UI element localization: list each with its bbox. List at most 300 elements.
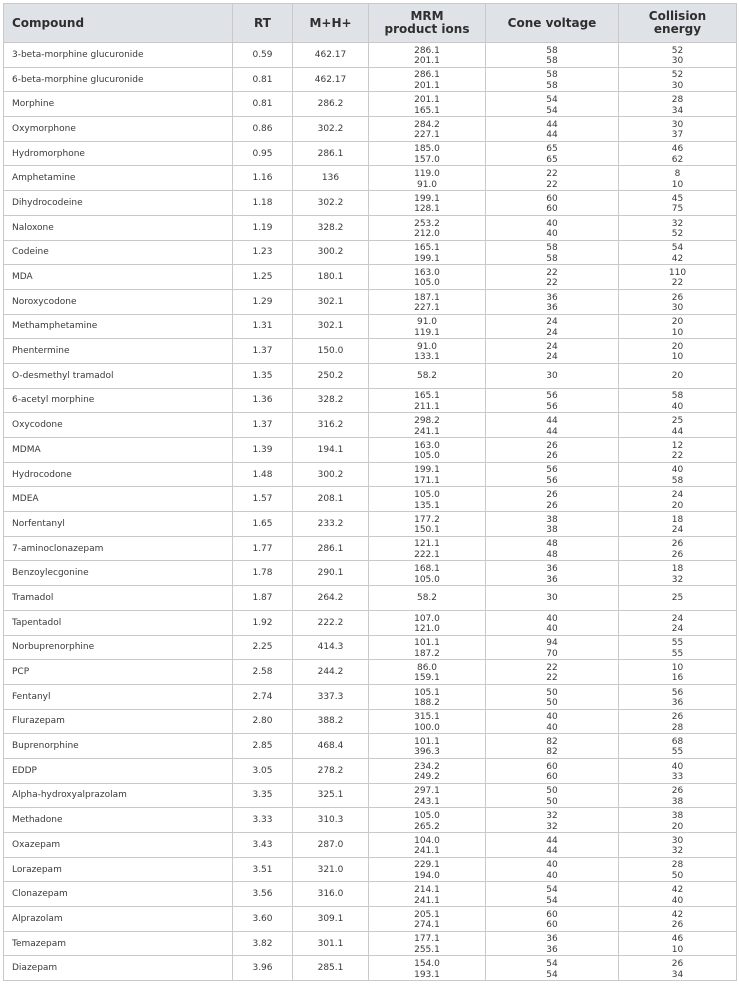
collision-energy-cell-value: 46 xyxy=(671,934,684,945)
mrm-ions-cell xyxy=(369,635,486,660)
header-collision-energy xyxy=(619,4,737,43)
collision-energy-cell xyxy=(619,808,737,833)
mrm-ions-cell-value: 91.0 xyxy=(416,341,438,352)
collision-energy-cell-value: 10 xyxy=(671,179,684,190)
mrm-ions-cell-value: 396.3 xyxy=(414,747,440,758)
mrm-ions-cell xyxy=(369,166,486,191)
compound-cell: Oxymorphone xyxy=(4,117,233,142)
cone-voltage-cell-value: 40 xyxy=(546,712,558,723)
cone-voltage-cell xyxy=(486,512,619,537)
collision-energy-cell-value: 30 xyxy=(671,80,684,91)
mh-cell: 180.1 xyxy=(293,265,369,290)
mrm-ions-cell xyxy=(369,833,486,858)
cone-voltage-cell-value: 58 xyxy=(546,45,558,56)
collision-energy-cell-value: 26 xyxy=(671,292,684,303)
cone-voltage-cell-value: 60 xyxy=(546,909,558,920)
compound-cell: Oxycodone xyxy=(4,413,233,438)
mh-cell: 286.1 xyxy=(293,141,369,166)
collision-energy-cell-value: 68 xyxy=(671,736,684,747)
collision-energy-cell xyxy=(619,536,737,561)
mrm-ions-cell xyxy=(369,709,486,734)
mrm-ions-cell-value: 168.1 xyxy=(414,564,440,575)
compound-cell: Noroxycodone xyxy=(4,289,233,314)
cone-voltage-cell xyxy=(486,783,619,808)
collision-energy-cell xyxy=(619,117,737,142)
mrm-ions-cell xyxy=(369,215,486,240)
mrm-ions-cell-value: 119.1 xyxy=(414,327,440,338)
compound-cell: Norfentanyl xyxy=(4,512,233,537)
mh-cell: 250.2 xyxy=(293,363,369,388)
mrm-ions-cell-value: 265.2 xyxy=(414,821,440,832)
collision-energy-cell-value: 46 xyxy=(671,144,684,155)
cone-voltage-cell xyxy=(486,758,619,783)
mrm-ions-cell-value: 274.1 xyxy=(414,920,440,931)
cone-voltage-cell xyxy=(486,240,619,265)
collision-energy-cell-value: 28 xyxy=(671,95,684,106)
collision-energy-cell-value: 42 xyxy=(671,885,684,896)
compound-cell: Fentanyl xyxy=(4,684,233,709)
rt-cell: 1.29 xyxy=(233,289,293,314)
mrm-ions-cell xyxy=(369,512,486,537)
mrm-ions-cell-value: 253.2 xyxy=(414,218,440,229)
compound-cell: MDMA xyxy=(4,438,233,463)
cone-voltage-cell-value: 32 xyxy=(546,821,558,832)
collision-energy-cell-value: 10 xyxy=(671,662,684,673)
header-rt: RT xyxy=(233,4,293,43)
mrm-ions-cell xyxy=(369,438,486,463)
collision-energy-cell-value: 28 xyxy=(671,860,684,871)
cone-voltage-cell-value: 44 xyxy=(546,416,558,426)
mrm-ions-cell-value: 286.1 xyxy=(414,45,440,56)
rt-cell: 1.87 xyxy=(233,586,293,611)
mrm-ions-cell-value: 177.2 xyxy=(414,514,440,525)
collision-energy-cell-value: 40 xyxy=(671,895,684,906)
collision-energy-cell-value: 20 xyxy=(671,317,684,328)
cone-voltage-cell-value: 38 xyxy=(546,525,558,536)
mrm-ions-cell-value: 193.1 xyxy=(414,969,440,980)
collision-energy-cell xyxy=(619,67,737,92)
cone-voltage-cell-value: 58 xyxy=(546,56,558,67)
header-mh: M+H+ xyxy=(293,4,369,43)
mh-cell: 468.4 xyxy=(293,734,369,759)
collision-energy-cell xyxy=(619,635,737,660)
collision-energy-cell-value: 30 xyxy=(671,119,684,130)
collision-energy-cell xyxy=(619,487,737,512)
compound-cell: Alprazolam xyxy=(4,907,233,932)
cone-voltage-cell xyxy=(486,956,619,981)
mrm-ions-cell-value: 177.1 xyxy=(414,934,440,945)
mrm-ions-cell-value: 229.1 xyxy=(414,860,440,871)
collision-energy-cell-value: 30 xyxy=(671,835,684,846)
cone-voltage-cell xyxy=(486,684,619,709)
collision-energy-cell xyxy=(619,758,737,783)
compound-cell: Norbuprenorphine xyxy=(4,635,233,660)
collision-energy-cell-value: 26 xyxy=(671,920,684,931)
collision-energy-cell-value: 75 xyxy=(671,204,684,215)
collision-energy-cell xyxy=(619,833,737,858)
compound-cell: Naloxone xyxy=(4,215,233,240)
compound-cell: Tapentadol xyxy=(4,610,233,635)
mrm-ions-cell-value: 105.0 xyxy=(414,811,440,821)
collision-energy-cell-value: 26 xyxy=(671,786,684,797)
cone-voltage-cell-value: 26 xyxy=(546,490,558,501)
mh-cell: 285.1 xyxy=(293,956,369,981)
cone-voltage-cell-value: 56 xyxy=(546,391,558,402)
rt-cell: 3.35 xyxy=(233,783,293,808)
mrm-ions-cell-value: 159.1 xyxy=(414,673,440,684)
table-row xyxy=(4,610,737,635)
collision-energy-cell-value: 45 xyxy=(671,193,684,204)
collision-energy-cell-value: 52 xyxy=(671,70,684,81)
table-row xyxy=(4,635,737,660)
table-row xyxy=(4,512,737,537)
mrm-ions-cell xyxy=(369,956,486,981)
cone-voltage-cell-value: 24 xyxy=(546,341,558,352)
collision-energy-cell-value: 32 xyxy=(671,846,684,857)
compound-cell: Methadone xyxy=(4,808,233,833)
collision-energy-cell-value: 36 xyxy=(671,698,684,709)
cone-voltage-cell xyxy=(486,610,619,635)
mrm-ions-cell-value: 165.1 xyxy=(414,105,440,116)
mh-cell: 462.17 xyxy=(293,43,369,68)
table-row xyxy=(4,43,737,68)
rt-cell: 2.74 xyxy=(233,684,293,709)
header-mrm xyxy=(369,4,486,43)
rt-cell: 1.25 xyxy=(233,265,293,290)
cone-voltage-cell-value: 60 xyxy=(546,920,558,931)
cone-voltage-cell xyxy=(486,413,619,438)
cone-voltage-cell-value: 56 xyxy=(546,465,558,476)
mrm-ions-cell-value: 135.1 xyxy=(414,500,440,511)
compound-table xyxy=(3,3,737,981)
mrm-ions-cell-value: 91.0 xyxy=(416,317,438,328)
collision-energy-cell-value: 25 xyxy=(671,416,684,426)
mrm-ions-cell xyxy=(369,882,486,907)
mh-cell: 208.1 xyxy=(293,487,369,512)
cone-voltage-cell-value: 54 xyxy=(546,885,558,896)
table-row xyxy=(4,265,737,290)
cone-voltage-cell xyxy=(486,265,619,290)
mh-cell: 222.2 xyxy=(293,610,369,635)
cone-voltage-cell-value: 36 xyxy=(546,303,558,314)
mrm-ions-cell-value: 185.0 xyxy=(414,144,440,155)
table-row xyxy=(4,907,737,932)
compound-cell: Lorazepam xyxy=(4,857,233,882)
table-row xyxy=(4,734,737,759)
mrm-ions-cell-value: 101.1 xyxy=(414,638,440,649)
cone-voltage-cell-value: 60 xyxy=(546,193,558,204)
mrm-ions-cell xyxy=(369,388,486,413)
cone-voltage-cell xyxy=(486,833,619,858)
collision-energy-cell-value: 20 xyxy=(671,821,684,832)
mrm-ions-cell xyxy=(369,289,486,314)
rt-cell: 1.18 xyxy=(233,191,293,216)
compound-cell: Methamphetamine xyxy=(4,314,233,339)
collision-energy-cell xyxy=(619,339,737,364)
mh-cell: 194.1 xyxy=(293,438,369,463)
mh-cell: 388.2 xyxy=(293,709,369,734)
compound-cell: 6-beta-morphine glucuronide xyxy=(4,67,233,92)
compound-cell: EDDP xyxy=(4,758,233,783)
compound-cell: Buprenorphine xyxy=(4,734,233,759)
mrm-ions-cell-value: 105.0 xyxy=(414,574,440,585)
cone-voltage-cell-value: 50 xyxy=(546,687,558,698)
mrm-ions-cell-value: 187.1 xyxy=(414,292,440,303)
cone-voltage-cell-value: 24 xyxy=(546,327,558,338)
mrm-ions-cell-value: 201.1 xyxy=(414,80,440,91)
collision-energy-cell xyxy=(619,462,737,487)
cone-voltage-cell-value: 22 xyxy=(546,662,558,673)
cone-voltage-cell-value: 82 xyxy=(546,736,558,747)
collision-energy-cell-value: 58 xyxy=(671,475,684,486)
mrm-ions-cell-value: 171.1 xyxy=(414,475,440,486)
table-row xyxy=(4,561,737,586)
collision-energy-cell: 25 xyxy=(619,586,737,611)
collision-energy-cell-value: 38 xyxy=(671,796,684,807)
collision-energy-cell-value: 32 xyxy=(671,218,684,229)
mrm-ions-cell-value: 128.1 xyxy=(414,204,440,215)
mh-cell: 302.2 xyxy=(293,191,369,216)
mrm-ions-cell-value: 91.0 xyxy=(416,179,438,190)
table-row xyxy=(4,67,737,92)
table-row xyxy=(4,684,737,709)
cone-voltage-cell-value: 40 xyxy=(546,624,558,634)
header-collision-line2: energy xyxy=(653,22,702,36)
mrm-ions-cell-value: 315.1 xyxy=(414,712,440,723)
mh-cell: 310.3 xyxy=(293,808,369,833)
table-row xyxy=(4,833,737,858)
compound-cell: PCP xyxy=(4,660,233,685)
collision-energy-cell xyxy=(619,561,737,586)
cone-voltage-cell-value: 36 xyxy=(546,574,558,585)
cone-voltage-cell-value: 60 xyxy=(546,772,558,783)
cone-voltage-cell-value: 22 xyxy=(546,278,558,289)
cone-voltage-cell xyxy=(486,141,619,166)
cone-voltage-cell-value: 36 xyxy=(546,934,558,945)
cone-voltage-cell xyxy=(486,339,619,364)
cone-voltage-cell xyxy=(486,462,619,487)
table-row xyxy=(4,413,737,438)
mrm-ions-cell-value: 150.1 xyxy=(414,525,440,536)
mh-cell: 321.0 xyxy=(293,857,369,882)
mh-cell: 414.3 xyxy=(293,635,369,660)
rt-cell: 1.39 xyxy=(233,438,293,463)
rt-cell: 0.81 xyxy=(233,92,293,117)
cone-voltage-cell-value: 22 xyxy=(546,169,558,180)
cone-voltage-cell-value: 48 xyxy=(546,549,558,560)
mrm-ions-cell-value: 205.1 xyxy=(414,909,440,920)
collision-energy-cell-value: 34 xyxy=(671,105,684,116)
mrm-ions-cell-value: 201.1 xyxy=(414,56,440,67)
mrm-ions-cell-value: 105.1 xyxy=(414,687,440,698)
rt-cell: 0.59 xyxy=(233,43,293,68)
mrm-ions-cell-value: 165.1 xyxy=(414,391,440,402)
mrm-ions-cell-value: 104.0 xyxy=(414,835,440,846)
rt-cell: 1.16 xyxy=(233,166,293,191)
cone-voltage-cell-value: 56 xyxy=(546,401,558,412)
collision-energy-cell xyxy=(619,265,737,290)
collision-energy-cell xyxy=(619,166,737,191)
cone-voltage-cell-value: 36 xyxy=(546,564,558,575)
collision-energy-cell-value: 26 xyxy=(671,549,684,560)
table-row xyxy=(4,240,737,265)
cone-voltage-cell-value: 32 xyxy=(546,811,558,821)
cone-voltage-cell-value: 40 xyxy=(546,218,558,229)
collision-energy-cell-value: 24 xyxy=(671,525,684,536)
cone-voltage-cell xyxy=(486,536,619,561)
rt-cell: 1.23 xyxy=(233,240,293,265)
cone-voltage-cell-value: 44 xyxy=(546,426,558,437)
mrm-ions-cell-value: 119.0 xyxy=(414,169,440,180)
mrm-ions-cell-value: 297.1 xyxy=(414,786,440,797)
cone-voltage-cell-value: 50 xyxy=(546,786,558,797)
compound-cell: MDEA xyxy=(4,487,233,512)
mrm-ions-cell-value: 105.0 xyxy=(414,278,440,289)
mh-cell: 136 xyxy=(293,166,369,191)
cone-voltage-cell-value: 54 xyxy=(546,969,558,980)
collision-energy-cell xyxy=(619,191,737,216)
mh-cell: 302.2 xyxy=(293,117,369,142)
mrm-ions-cell-value: 222.1 xyxy=(414,549,440,560)
collision-energy-cell-value: 55 xyxy=(671,747,684,758)
cone-voltage-cell-value: 65 xyxy=(546,154,558,165)
mh-cell: 301.1 xyxy=(293,931,369,956)
table-row xyxy=(4,166,737,191)
compound-cell: Hydromorphone xyxy=(4,141,233,166)
mrm-ions-cell-value: 298.2 xyxy=(414,416,440,426)
mh-cell: 328.2 xyxy=(293,215,369,240)
collision-energy-cell-value: 50 xyxy=(671,870,684,881)
mh-cell: 150.0 xyxy=(293,339,369,364)
table-row xyxy=(4,438,737,463)
mrm-ions-cell-value: 105.0 xyxy=(414,490,440,501)
collision-energy-cell xyxy=(619,610,737,635)
mrm-ions-cell xyxy=(369,808,486,833)
cone-voltage-cell-value: 40 xyxy=(546,613,558,624)
mrm-ions-cell-value: 187.2 xyxy=(414,648,440,659)
collision-energy-cell-value: 18 xyxy=(671,514,684,525)
cone-voltage-cell-value: 60 xyxy=(546,761,558,772)
collision-energy-cell-value: 20 xyxy=(671,500,684,511)
mrm-ions-cell xyxy=(369,67,486,92)
collision-energy-cell-value: 20 xyxy=(671,341,684,352)
rt-cell: 1.65 xyxy=(233,512,293,537)
cone-voltage-cell-value: 22 xyxy=(546,267,558,278)
compound-cell: 6-acetyl morphine xyxy=(4,388,233,413)
collision-energy-cell-value: 37 xyxy=(671,130,684,141)
cone-voltage-cell-value: 58 xyxy=(546,253,558,264)
table-row xyxy=(4,462,737,487)
collision-energy-cell xyxy=(619,512,737,537)
collision-energy-cell xyxy=(619,956,737,981)
cone-voltage-cell xyxy=(486,438,619,463)
mrm-ions-cell-value: 163.0 xyxy=(414,267,440,278)
cone-voltage-cell-value: 26 xyxy=(546,500,558,511)
collision-energy-cell xyxy=(619,684,737,709)
collision-energy-cell-value: 30 xyxy=(671,56,684,67)
cone-voltage-cell-value: 40 xyxy=(546,860,558,871)
table-row xyxy=(4,882,737,907)
rt-cell: 0.95 xyxy=(233,141,293,166)
mrm-ions-cell xyxy=(369,265,486,290)
mrm-ions-cell-value: 107.0 xyxy=(414,613,440,624)
rt-cell: 1.37 xyxy=(233,339,293,364)
header-collision-line1: Collision xyxy=(648,9,707,23)
collision-energy-cell-value: 18 xyxy=(671,564,684,575)
cone-voltage-cell xyxy=(486,166,619,191)
table-row xyxy=(4,660,737,685)
mrm-ions-cell xyxy=(369,43,486,68)
collision-energy-cell-value: 54 xyxy=(671,243,684,254)
mrm-ions-cell-value: 86.0 xyxy=(416,662,438,673)
mrm-ions-cell-value: 199.1 xyxy=(414,253,440,264)
cone-voltage-cell-value: 54 xyxy=(546,105,558,116)
header-mrm-line2: product ions xyxy=(384,22,470,36)
mrm-ions-cell-value: 121.1 xyxy=(414,539,440,550)
collision-energy-cell-value: 30 xyxy=(671,303,684,314)
mrm-ions-cell-value: 227.1 xyxy=(414,130,440,141)
rt-cell: 1.35 xyxy=(233,363,293,388)
collision-energy-cell-value: 10 xyxy=(671,327,684,338)
collision-energy-cell-value: 40 xyxy=(671,761,684,772)
mrm-ions-cell-value: 100.0 xyxy=(414,722,440,733)
mrm-ions-cell-value: 241.1 xyxy=(414,846,440,857)
mrm-ions-cell: 58.2 xyxy=(369,586,486,611)
mrm-ions-cell xyxy=(369,92,486,117)
rt-cell: 3.60 xyxy=(233,907,293,932)
collision-energy-cell xyxy=(619,92,737,117)
mrm-ions-cell xyxy=(369,487,486,512)
cone-voltage-cell-value: 56 xyxy=(546,475,558,486)
mh-cell: 287.0 xyxy=(293,833,369,858)
rt-cell: 3.33 xyxy=(233,808,293,833)
collision-energy-cell-value: 12 xyxy=(671,440,684,451)
collision-energy-cell xyxy=(619,289,737,314)
compound-cell: Oxazepam xyxy=(4,833,233,858)
cone-voltage-cell: 30 xyxy=(486,586,619,611)
mrm-ions-cell-value: 234.2 xyxy=(414,761,440,772)
cone-voltage-cell xyxy=(486,808,619,833)
compound-cell: Tramadol xyxy=(4,586,233,611)
mh-cell: 316.2 xyxy=(293,413,369,438)
mrm-ions-cell-value: 201.1 xyxy=(414,95,440,106)
compound-cell: Benzoylecgonine xyxy=(4,561,233,586)
cone-voltage-cell-value: 22 xyxy=(546,673,558,684)
cone-voltage-cell-value: 26 xyxy=(546,440,558,451)
header-mrm-line1: MRM xyxy=(410,9,444,23)
cone-voltage-cell xyxy=(486,635,619,660)
cone-voltage-cell-value: 36 xyxy=(546,944,558,955)
mrm-ions-cell xyxy=(369,413,486,438)
rt-cell: 1.92 xyxy=(233,610,293,635)
mrm-ions-cell xyxy=(369,561,486,586)
mrm-ions-cell-value: 101.1 xyxy=(414,736,440,747)
cone-voltage-cell-value: 38 xyxy=(546,514,558,525)
rt-cell: 0.86 xyxy=(233,117,293,142)
table-row xyxy=(4,758,737,783)
rt-cell: 3.51 xyxy=(233,857,293,882)
rt-cell: 1.77 xyxy=(233,536,293,561)
compound-cell: Hydrocodone xyxy=(4,462,233,487)
collision-energy-cell-value: 22 xyxy=(671,451,684,462)
compound-cell: Flurazepam xyxy=(4,709,233,734)
cone-voltage-cell xyxy=(486,215,619,240)
cone-voltage-cell xyxy=(486,92,619,117)
cone-voltage-cell-value: 58 xyxy=(546,80,558,91)
rt-cell: 3.56 xyxy=(233,882,293,907)
mh-cell: 290.1 xyxy=(293,561,369,586)
compound-cell: 7-aminoclonazepam xyxy=(4,536,233,561)
